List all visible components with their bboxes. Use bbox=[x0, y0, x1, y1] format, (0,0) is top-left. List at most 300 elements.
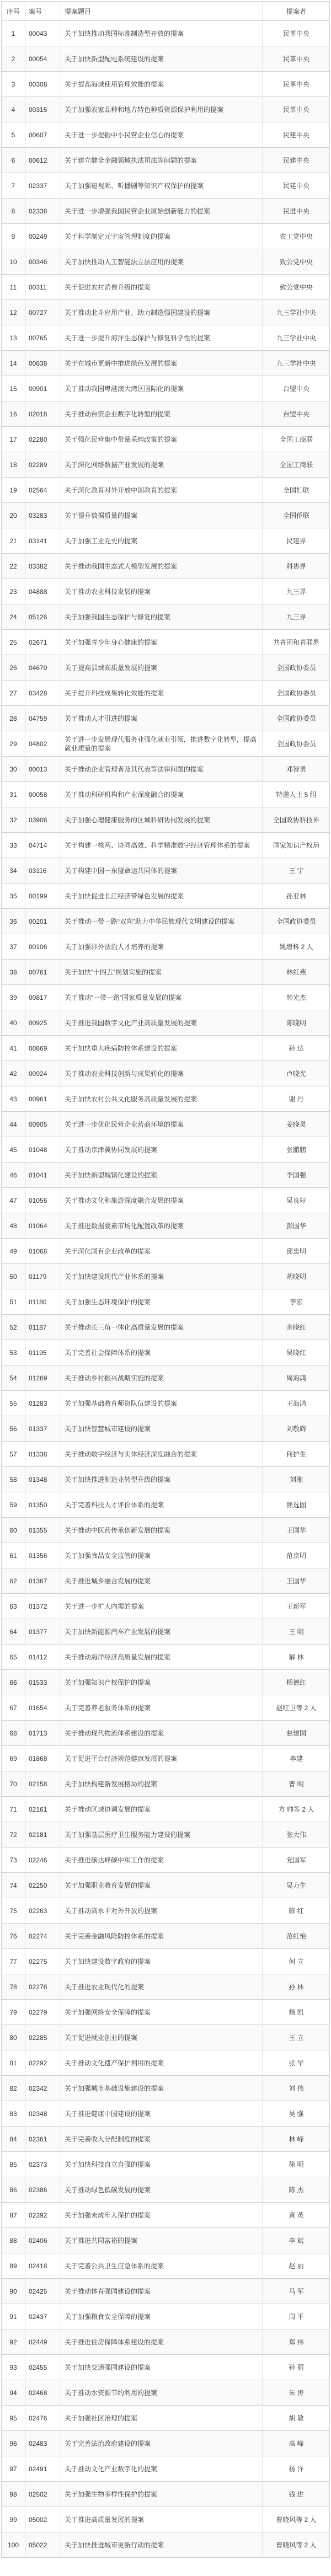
cell-no: 15 bbox=[2, 376, 25, 401]
cell-id: 03116 bbox=[25, 858, 61, 883]
cell-id: 05022 bbox=[25, 2532, 61, 2558]
proposal-table bbox=[1, 1, 330, 2558]
table-row bbox=[2, 1163, 330, 1188]
cell-no: 4 bbox=[2, 97, 25, 122]
cell-no: 2 bbox=[2, 46, 25, 72]
cell-title: 关于推动科研机构和产业深度融合的提案 bbox=[61, 782, 263, 807]
cell-title: 关于加快建设现代产业体系的提案 bbox=[61, 1264, 263, 1289]
cell-id: 02502 bbox=[25, 2482, 61, 2507]
cell-id: 02018 bbox=[25, 401, 61, 427]
cell-id: 01356 bbox=[25, 1543, 61, 1568]
cell-title: 关于加快智慧城市建设的提案 bbox=[61, 1416, 263, 1442]
cell-id: 01350 bbox=[25, 1492, 61, 1518]
cell-author: 全国妇联 bbox=[263, 478, 330, 503]
cell-no: 20 bbox=[2, 503, 25, 528]
cell-title: 关于深化教育对外开放中国教育的提案 bbox=[61, 478, 263, 503]
cell-title: 关于加快交通强国建设的提案 bbox=[61, 2355, 263, 2380]
cell-id: 02280 bbox=[25, 427, 61, 452]
table-row bbox=[2, 275, 330, 300]
cell-title: 关于推动农业科技发展的提案 bbox=[61, 579, 263, 604]
cell-no: 81 bbox=[2, 2050, 25, 2076]
cell-title: 关于推动绿色低碳发展的提案 bbox=[61, 2177, 263, 2203]
table-row bbox=[2, 199, 330, 224]
cell-no: 1 bbox=[2, 21, 25, 46]
cell-title: 关于构建中国一东盟命运共同体的提案 bbox=[61, 858, 263, 883]
cell-author: 全国政协委员 bbox=[263, 731, 330, 757]
cell-id: 00315 bbox=[25, 97, 61, 122]
cell-no: 19 bbox=[2, 478, 25, 503]
cell-author: 吴 强 bbox=[263, 2101, 330, 2127]
cell-no: 17 bbox=[2, 427, 25, 452]
cell-id: 05126 bbox=[25, 604, 61, 630]
cell-title: 关于提高县域高质量发展的提案 bbox=[61, 655, 263, 681]
cell-author: 民革中央 bbox=[263, 46, 330, 72]
cell-id: 00901 bbox=[25, 376, 61, 401]
table-row bbox=[2, 2431, 330, 2456]
cell-title: 关于进一步扩大内需的提案 bbox=[61, 1594, 263, 1619]
cell-title: 关于科学制定元宇宙管理制度的提案 bbox=[61, 224, 263, 249]
cell-no: 52 bbox=[2, 1315, 25, 1340]
cell-id: 02274 bbox=[25, 1924, 61, 1949]
cell-title: 关于推动北斗应用产业、助力制造强国建设的提案 bbox=[61, 300, 263, 325]
cell-author: 九三学社中央 bbox=[263, 325, 330, 351]
cell-author: 全国侨联 bbox=[263, 503, 330, 528]
cell-no: 54 bbox=[2, 1365, 25, 1391]
cell-no: 42 bbox=[2, 1061, 25, 1086]
cell-author: 何 立 bbox=[263, 1949, 330, 1974]
table-row bbox=[2, 1137, 330, 1163]
cell-id: 00869 bbox=[25, 1036, 61, 1061]
cell-id: 01048 bbox=[25, 1137, 61, 1163]
cell-author: 科协界 bbox=[263, 554, 330, 579]
cell-title: 关于在城市更新中推进绿色发展的提案 bbox=[61, 351, 263, 376]
cell-title: 关于加快农村公共文化服务高质量发展的提案 bbox=[61, 1086, 263, 1112]
table-row bbox=[2, 960, 330, 985]
table-row bbox=[2, 1340, 330, 1365]
cell-title: 关于进一步优化民营企业营商环境的提案 bbox=[61, 1112, 263, 1137]
cell-no: 28 bbox=[2, 706, 25, 731]
table-row bbox=[2, 2406, 330, 2431]
cell-no: 47 bbox=[2, 1188, 25, 1213]
cell-no: 95 bbox=[2, 2406, 25, 2431]
cell-id: 01180 bbox=[25, 1289, 61, 1315]
cell-author: 吴晓红 bbox=[263, 1340, 330, 1365]
cell-id: 00199 bbox=[25, 883, 61, 909]
cell-author: 致公党中央 bbox=[263, 249, 330, 275]
cell-no: 21 bbox=[2, 528, 25, 554]
cell-id: 01348 bbox=[25, 1467, 61, 1492]
cell-title: 关于加强基层医疗卫生服务能力建设的提案 bbox=[61, 1822, 263, 1847]
cell-title: 关于加快推进制造业转型升级的提案 bbox=[61, 1467, 263, 1492]
cell-no: 99 bbox=[2, 2507, 25, 2532]
cell-id: 02285 bbox=[25, 2025, 61, 2050]
cell-title: 关于促进农村消费升级的提案 bbox=[61, 275, 263, 300]
cell-title: 关于加强心理健康服务的区域科研协同发展的提案 bbox=[61, 807, 263, 833]
cell-author: 王国华 bbox=[263, 1568, 330, 1594]
cell-title: 关于构建一核两、协同高效、科学精准数字经济管理体系的提案 bbox=[61, 833, 263, 858]
cell-author: 民革中央 bbox=[263, 72, 330, 97]
cell-title: 关于提高海域使用管理效能的提案 bbox=[61, 72, 263, 97]
cell-id: 01179 bbox=[25, 1264, 61, 1289]
cell-title: 关于完善公共卫生应急体系的提案 bbox=[61, 2253, 263, 2279]
cell-no: 30 bbox=[2, 757, 25, 782]
cell-author: 何护生 bbox=[263, 1442, 330, 1467]
table-row bbox=[2, 1619, 330, 1645]
cell-author: 周海鸿 bbox=[263, 1365, 330, 1391]
cell-id: 01367 bbox=[25, 1568, 61, 1594]
cell-title: 关于推动海洋经济高质量发展的提案 bbox=[61, 1645, 263, 1670]
table-row bbox=[2, 2203, 330, 2228]
table-row bbox=[2, 376, 330, 401]
cell-author: 党国军 bbox=[263, 1847, 330, 1873]
cell-title: 关于加快新型配电系统建设的提案 bbox=[61, 46, 263, 72]
cell-id: 02292 bbox=[25, 2050, 61, 2076]
cell-no: 94 bbox=[2, 2380, 25, 2406]
cell-author: 郑 伟 bbox=[263, 2329, 330, 2355]
table-row bbox=[2, 655, 330, 681]
cell-author: 民革中央 bbox=[263, 97, 330, 122]
cell-id: 02437 bbox=[25, 2304, 61, 2329]
table-row bbox=[2, 2101, 330, 2127]
cell-id: 04714 bbox=[25, 833, 61, 858]
table-row bbox=[2, 934, 330, 960]
header-no: 序号 bbox=[2, 2, 25, 21]
cell-author: 胡 敏 bbox=[263, 2406, 330, 2431]
cell-title: 关于加快“十四五”规划实施的提案 bbox=[61, 960, 263, 985]
cell-author: 九三学社中央 bbox=[263, 300, 330, 325]
cell-no: 71 bbox=[2, 1797, 25, 1822]
table-row bbox=[2, 21, 330, 46]
cell-id: 01533 bbox=[25, 1670, 61, 1695]
cell-id: 00727 bbox=[25, 300, 61, 325]
cell-title: 关于完善科技人才评价体系的提案 bbox=[61, 1492, 263, 1518]
cell-title: 关于推动文化遗产保护利用的提案 bbox=[61, 2050, 263, 2076]
cell-no: 8 bbox=[2, 199, 25, 224]
cell-author: 熊选固 bbox=[263, 1492, 330, 1518]
table-row bbox=[2, 2152, 330, 2177]
cell-no: 27 bbox=[2, 681, 25, 706]
cell-title: 关于推进农业现代化的提案 bbox=[61, 1974, 263, 2000]
cell-no: 93 bbox=[2, 2355, 25, 2380]
cell-no: 41 bbox=[2, 1036, 25, 1061]
table-row bbox=[2, 1974, 330, 2000]
table-row bbox=[2, 528, 330, 554]
cell-no: 97 bbox=[2, 2456, 25, 2482]
cell-no: 9 bbox=[2, 224, 25, 249]
cell-author: 吴力生 bbox=[263, 1873, 330, 1898]
cell-author: 九三学社中央 bbox=[263, 351, 330, 376]
cell-id: 02671 bbox=[25, 630, 61, 655]
table-row bbox=[2, 858, 330, 883]
header-author: 提案者 bbox=[263, 2, 330, 21]
cell-title: 关于加强我国生态保护与修复的提案 bbox=[61, 604, 263, 630]
cell-id: 00612 bbox=[25, 148, 61, 173]
cell-author: 李国强 bbox=[263, 1163, 330, 1188]
cell-author: 赵 丽 bbox=[263, 2253, 330, 2279]
table-row bbox=[2, 2228, 330, 2253]
cell-title: 关于进一步发展现代服务业强化就业引领，推进数字化转型，提高就业质量的提案 bbox=[61, 731, 263, 757]
cell-title: 关于推进健康中国建设的提案 bbox=[61, 2101, 263, 2127]
cell-title: 关于进一步增强我国民营企业原始创新能力的提案 bbox=[61, 199, 263, 224]
cell-title: 关于完善社会保障体系的提案 bbox=[61, 1340, 263, 1365]
cell-author: 台盟中央 bbox=[263, 401, 330, 427]
cell-no: 75 bbox=[2, 1898, 25, 1924]
table-row bbox=[2, 1847, 330, 1873]
cell-author: 张 华 bbox=[263, 2050, 330, 2076]
table-row bbox=[2, 579, 330, 604]
cell-no: 48 bbox=[2, 1213, 25, 1239]
cell-title: 关于推进数据要素市场化配置改革的提案 bbox=[61, 1213, 263, 1239]
cell-no: 24 bbox=[2, 604, 25, 630]
cell-author: 王 宁 bbox=[263, 858, 330, 883]
cell-title: 关于推动文化产业数字化的提案 bbox=[61, 2456, 263, 2482]
cell-no: 78 bbox=[2, 1974, 25, 2000]
cell-no: 76 bbox=[2, 1924, 25, 1949]
cell-author: 张鹏鹏 bbox=[263, 1137, 330, 1163]
cell-title: 关于加强食品安全监管的提案 bbox=[61, 1543, 263, 1568]
cell-author: 马 军 bbox=[263, 2279, 330, 2304]
cell-title: 关于深化网络数据产业发展的提案 bbox=[61, 452, 263, 478]
cell-author: 孙 林 bbox=[263, 1974, 330, 2000]
cell-id: 02250 bbox=[25, 1873, 61, 1898]
table-row bbox=[2, 2507, 330, 2532]
cell-author: 余晓红 bbox=[263, 1315, 330, 1340]
table-row bbox=[2, 2456, 330, 2482]
cell-no: 6 bbox=[2, 148, 25, 173]
cell-author: 刘湘 bbox=[263, 1467, 330, 1492]
cell-id: 00346 bbox=[25, 249, 61, 275]
cell-author: 徐 明 bbox=[263, 2152, 330, 2177]
cell-no: 43 bbox=[2, 1086, 25, 1112]
table-row bbox=[2, 1112, 330, 1137]
table-row bbox=[2, 1721, 330, 1746]
cell-id: 02279 bbox=[25, 2000, 61, 2025]
table-row bbox=[2, 985, 330, 1010]
table-row bbox=[2, 1289, 330, 1315]
cell-author: 赵建国 bbox=[263, 1721, 330, 1746]
cell-author: 卢晓光 bbox=[263, 1061, 330, 1086]
cell-id: 02468 bbox=[25, 2380, 61, 2406]
table-row bbox=[2, 833, 330, 858]
table-row bbox=[2, 300, 330, 325]
header-title: 提案题目 bbox=[61, 2, 263, 21]
cell-id: 00106 bbox=[25, 934, 61, 960]
cell-author: 九三界 bbox=[263, 604, 330, 630]
cell-title: 关于加快推进城市更新行动的提案 bbox=[61, 2532, 263, 2558]
cell-id: 02181 bbox=[25, 1822, 61, 1847]
cell-no: 59 bbox=[2, 1492, 25, 1518]
cell-author: 李宏 bbox=[263, 1289, 330, 1315]
cell-title: 关于推动一带一路“双向”助力中华民族现代文明建设的提案 bbox=[61, 909, 263, 934]
cell-id: 03382 bbox=[25, 554, 61, 579]
cell-no: 56 bbox=[2, 1416, 25, 1442]
cell-author: 谢 丹 bbox=[263, 1086, 330, 1112]
cell-title: 关于完善收入分配制度的提案 bbox=[61, 2127, 263, 2152]
cell-author: 姚增科 2 人 bbox=[263, 934, 330, 960]
table-row bbox=[2, 1543, 330, 1568]
cell-title: 关于加强生态环境保护的提案 bbox=[61, 1289, 263, 1315]
cell-no: 84 bbox=[2, 2127, 25, 2152]
cell-id: 00761 bbox=[25, 960, 61, 985]
cell-author: 曹晓风等 2 人 bbox=[263, 2532, 330, 2558]
cell-author: 黄 英 bbox=[263, 2203, 330, 2228]
cell-title: 关于推动我国生态式大模型发展的提案 bbox=[61, 554, 263, 579]
cell-no: 58 bbox=[2, 1467, 25, 1492]
cell-no: 40 bbox=[2, 1010, 25, 1036]
cell-title: 关于促进就业创业的提案 bbox=[61, 2025, 263, 2050]
cell-id: 01868 bbox=[25, 1746, 61, 1771]
cell-author: 李建 bbox=[263, 1746, 330, 1771]
cell-author: 钱 进 bbox=[263, 2482, 330, 2507]
cell-id: 02289 bbox=[25, 452, 61, 478]
cell-title: 关于推动高水平对外开放的提案 bbox=[61, 1898, 263, 1924]
cell-no: 37 bbox=[2, 934, 25, 960]
table-row bbox=[2, 1213, 330, 1239]
cell-no: 44 bbox=[2, 1112, 25, 1137]
cell-author: 致公党中央 bbox=[263, 275, 330, 300]
table-row bbox=[2, 249, 330, 275]
cell-author: 王海鸿 bbox=[263, 1391, 330, 1416]
cell-author: 王国华 bbox=[263, 1518, 330, 1543]
cell-id: 02263 bbox=[25, 1898, 61, 1924]
cell-no: 32 bbox=[2, 807, 25, 833]
cell-title: 关于加强网络安全保障的提案 bbox=[61, 2000, 263, 2025]
table-row bbox=[2, 122, 330, 148]
cell-title: 关于提升科技成果转化效能的提案 bbox=[61, 681, 263, 706]
cell-title: 关于推动现代物流体系建设的提案 bbox=[61, 1721, 263, 1746]
cell-no: 45 bbox=[2, 1137, 25, 1163]
cell-no: 69 bbox=[2, 1746, 25, 1771]
table-row bbox=[2, 97, 330, 122]
cell-no: 46 bbox=[2, 1163, 25, 1188]
cell-id: 02342 bbox=[25, 2076, 61, 2101]
cell-no: 61 bbox=[2, 1543, 25, 1568]
cell-id: 00838 bbox=[25, 351, 61, 376]
table-row bbox=[2, 1188, 330, 1213]
table-row bbox=[2, 1365, 330, 1391]
cell-author: 陈晓明 bbox=[263, 1010, 330, 1036]
cell-no: 83 bbox=[2, 2101, 25, 2127]
cell-id: 01412 bbox=[25, 1645, 61, 1670]
cell-no: 29 bbox=[2, 731, 25, 757]
table-row bbox=[2, 1594, 330, 1619]
cell-id: 02337 bbox=[25, 173, 61, 199]
cell-id: 04759 bbox=[25, 706, 61, 731]
table-row bbox=[2, 757, 330, 782]
cell-no: 64 bbox=[2, 1619, 25, 1645]
cell-title: 关于加强社区治理的提案 bbox=[61, 2406, 263, 2431]
table-row bbox=[2, 2355, 330, 2380]
table-row bbox=[2, 1492, 330, 1518]
cell-no: 11 bbox=[2, 275, 25, 300]
cell-title: 关于推进碳达峰碳中和工作的提案 bbox=[61, 1847, 263, 1873]
cell-id: 03141 bbox=[25, 528, 61, 554]
cell-title: 关于加快重大疾病防控体系建设的提案 bbox=[61, 1036, 263, 1061]
cell-id: 01195 bbox=[25, 1340, 61, 1365]
cell-title: 关于加强青少年身心健康的提案 bbox=[61, 630, 263, 655]
cell-id: 02338 bbox=[25, 199, 61, 224]
cell-title: 关于加快新型城镇化建设的提案 bbox=[61, 1163, 263, 1188]
cell-title: 关于推进高质量发展的提案 bbox=[61, 2507, 263, 2532]
cell-no: 82 bbox=[2, 2076, 25, 2101]
cell-author: 杨德红 bbox=[263, 1670, 330, 1695]
cell-author: 民建中央 bbox=[263, 122, 330, 148]
cell-id: 00054 bbox=[25, 46, 61, 72]
table-row bbox=[2, 1391, 330, 1416]
cell-no: 23 bbox=[2, 579, 25, 604]
cell-no: 65 bbox=[2, 1645, 25, 1670]
cell-no: 26 bbox=[2, 655, 25, 681]
cell-id: 00058 bbox=[25, 782, 61, 807]
cell-no: 86 bbox=[2, 2177, 25, 2203]
cell-author: 特邀人士 5 组 bbox=[263, 782, 330, 807]
cell-title: 关于加强工业党史的提案 bbox=[61, 528, 263, 554]
cell-author: 邓智勇 bbox=[263, 757, 330, 782]
cell-no: 89 bbox=[2, 2253, 25, 2279]
cell-no: 18 bbox=[2, 452, 25, 478]
table-row bbox=[2, 731, 330, 757]
cell-id: 05002 bbox=[25, 2507, 61, 2532]
cell-no: 3 bbox=[2, 72, 25, 97]
cell-title: 关于推动中医药传承创新发展的提案 bbox=[61, 1518, 263, 1543]
cell-author: 农工党中央 bbox=[263, 224, 330, 249]
cell-no: 55 bbox=[2, 1391, 25, 1416]
cell-id: 01355 bbox=[25, 1518, 61, 1543]
cell-author: 九三界 bbox=[263, 579, 330, 604]
cell-no: 73 bbox=[2, 1847, 25, 1873]
cell-author: 方 帅等 2 人 bbox=[263, 1797, 330, 1822]
table-row bbox=[2, 807, 330, 833]
cell-title: 关于推进我国数字文化产业高质量发展的提案 bbox=[61, 1010, 263, 1036]
cell-id: 02275 bbox=[25, 1949, 61, 1974]
cell-author: 陈 杰 bbox=[263, 2177, 330, 2203]
table-row bbox=[2, 2532, 330, 2558]
cell-title: 关于加快科技自立自强的提案 bbox=[61, 2152, 263, 2177]
cell-id: 02449 bbox=[25, 2329, 61, 2355]
cell-id: 02386 bbox=[25, 2177, 61, 2203]
cell-title: 关于加强城市基础设施建设的提案 bbox=[61, 2076, 263, 2101]
cell-title: 关于推动文化和旅游深度融合发展的提案 bbox=[61, 1188, 263, 1213]
cell-author: 吴良好 bbox=[263, 1188, 330, 1213]
cell-id: 02246 bbox=[25, 1847, 61, 1873]
table-row bbox=[2, 224, 330, 249]
table-row bbox=[2, 1036, 330, 1061]
cell-no: 80 bbox=[2, 2025, 25, 2050]
table-row bbox=[2, 351, 330, 376]
cell-id: 03283 bbox=[25, 503, 61, 528]
cell-title: 关于深化国有企业改革的提案 bbox=[61, 1239, 263, 1264]
cell-title: 关于推动体育强国建设的提案 bbox=[61, 2279, 263, 2304]
cell-no: 70 bbox=[2, 1771, 25, 1797]
table-row bbox=[2, 1061, 330, 1086]
cell-title: 关于促进平台经济规范健康发展的提案 bbox=[61, 1746, 263, 1771]
table-row bbox=[2, 1645, 330, 1670]
table-row bbox=[2, 401, 330, 427]
cell-no: 63 bbox=[2, 1594, 25, 1619]
cell-title: 关于推进住房保障体系建设的提案 bbox=[61, 2329, 263, 2355]
cell-author: 杨 凯 bbox=[263, 2000, 330, 2025]
cell-title: 关于推进城乡融合发展的提案 bbox=[61, 1568, 263, 1594]
cell-no: 60 bbox=[2, 1518, 25, 1543]
cell-author: 民进中央 bbox=[263, 199, 330, 224]
cell-no: 100 bbox=[2, 2532, 25, 2558]
table-row bbox=[2, 1467, 330, 1492]
cell-author: 曹晓风等 2 人 bbox=[263, 2507, 330, 2532]
table-row bbox=[2, 46, 330, 72]
cell-author: 全国政协委员 bbox=[263, 655, 330, 681]
cell-author: 民建中央 bbox=[263, 173, 330, 199]
cell-title: 关于加强涉外法治人才培养的提案 bbox=[61, 934, 263, 960]
